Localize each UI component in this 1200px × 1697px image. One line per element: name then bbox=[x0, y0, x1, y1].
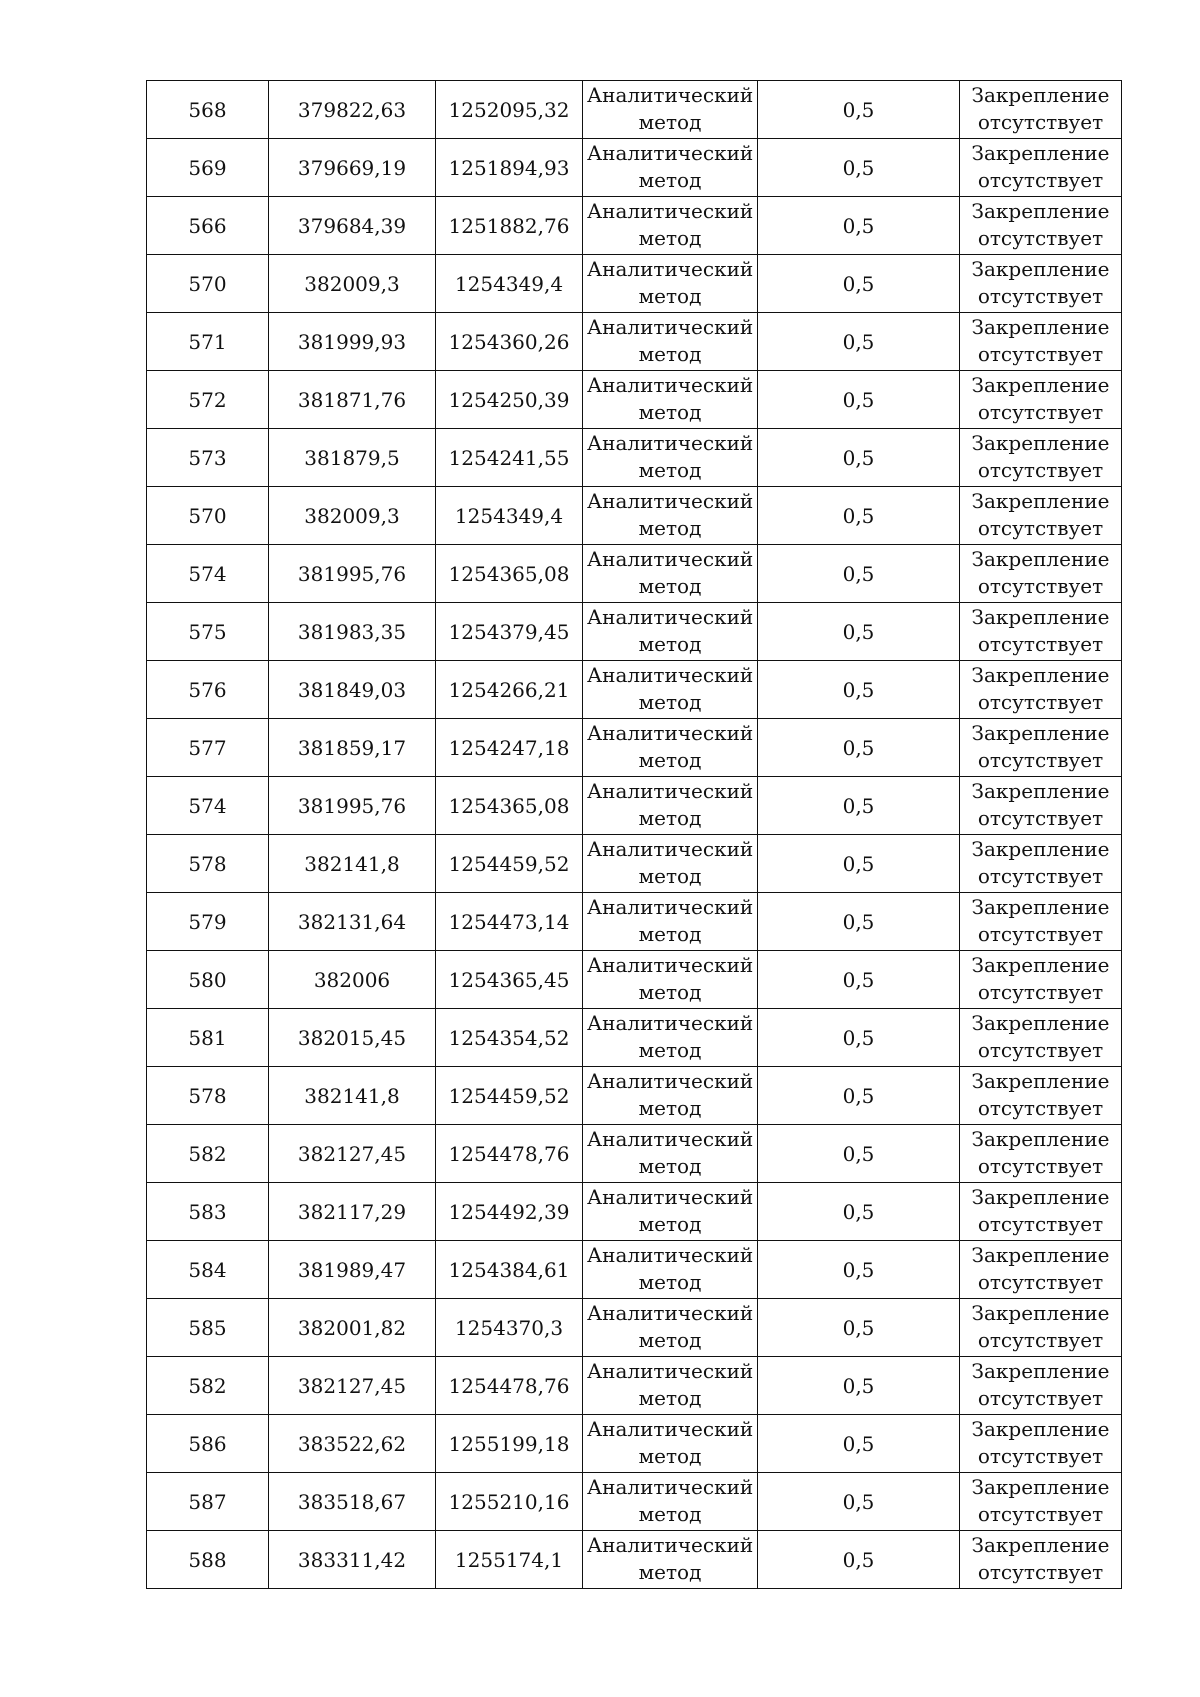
table-body bbox=[147, 81, 1122, 1589]
y-coordinate-cell: 1251894,93 bbox=[436, 139, 583, 197]
method-cell bbox=[583, 1009, 758, 1067]
method-text-line: метод bbox=[638, 1212, 702, 1236]
fixing-cell bbox=[960, 371, 1122, 429]
accuracy-cell: 0,5 bbox=[758, 603, 960, 661]
point-number-cell: 582 bbox=[147, 1125, 269, 1183]
fixing-text-line: отсутствует bbox=[977, 748, 1104, 772]
fixing-cell bbox=[960, 545, 1122, 603]
x-coordinate-cell: 382141,8 bbox=[269, 1067, 436, 1125]
x-coordinate-cell: 381879,5 bbox=[269, 429, 436, 487]
y-coordinate-cell: 1254478,76 bbox=[436, 1357, 583, 1415]
point-number-cell: 569 bbox=[147, 139, 269, 197]
method-text-line: метод bbox=[638, 516, 702, 540]
method-text-line: метод bbox=[638, 806, 702, 830]
table-row bbox=[147, 1183, 1122, 1241]
accuracy-cell: 0,5 bbox=[758, 951, 960, 1009]
fixing-cell bbox=[960, 893, 1122, 951]
y-coordinate-cell: 1254492,39 bbox=[436, 1183, 583, 1241]
y-coordinate-cell: 1254478,76 bbox=[436, 1125, 583, 1183]
y-coordinate-cell: 1254370,3 bbox=[436, 1299, 583, 1357]
method-text-line: Аналитический bbox=[587, 605, 754, 629]
fixing-text-line: Закрепление bbox=[971, 1417, 1110, 1441]
x-coordinate-cell: 382117,29 bbox=[269, 1183, 436, 1241]
method-cell bbox=[583, 1067, 758, 1125]
y-coordinate-cell: 1254384,61 bbox=[436, 1241, 583, 1299]
x-coordinate-cell: 382006 bbox=[269, 951, 436, 1009]
fixing-text-line: Закрепление bbox=[971, 1127, 1110, 1151]
accuracy-cell: 0,5 bbox=[758, 719, 960, 777]
table-row bbox=[147, 777, 1122, 835]
fixing-cell bbox=[960, 1357, 1122, 1415]
fixing-cell bbox=[960, 603, 1122, 661]
method-cell bbox=[583, 951, 758, 1009]
point-number-cell: 572 bbox=[147, 371, 269, 429]
accuracy-cell: 0,5 bbox=[758, 371, 960, 429]
method-text-line: Аналитический bbox=[587, 1359, 754, 1383]
table-row bbox=[147, 429, 1122, 487]
accuracy-cell: 0,5 bbox=[758, 1531, 960, 1589]
point-number-cell: 588 bbox=[147, 1531, 269, 1589]
y-coordinate-cell: 1255199,18 bbox=[436, 1415, 583, 1473]
y-coordinate-cell: 1254354,52 bbox=[436, 1009, 583, 1067]
point-number-cell: 566 bbox=[147, 197, 269, 255]
method-text-line: метод bbox=[638, 632, 702, 656]
x-coordinate-cell: 382127,45 bbox=[269, 1357, 436, 1415]
accuracy-cell: 0,5 bbox=[758, 835, 960, 893]
method-text-line: метод bbox=[638, 458, 702, 482]
x-coordinate-cell: 383311,42 bbox=[269, 1531, 436, 1589]
method-text-line: метод bbox=[638, 1154, 702, 1178]
method-cell bbox=[583, 1473, 758, 1531]
fixing-text-line: Закрепление bbox=[971, 779, 1110, 803]
method-text-line: метод bbox=[638, 574, 702, 598]
fixing-text-line: Закрепление bbox=[971, 1185, 1110, 1209]
method-cell bbox=[583, 777, 758, 835]
y-coordinate-cell: 1254241,55 bbox=[436, 429, 583, 487]
y-coordinate-cell: 1254250,39 bbox=[436, 371, 583, 429]
method-text-line: метод bbox=[638, 284, 702, 308]
point-number-cell: 574 bbox=[147, 777, 269, 835]
accuracy-cell: 0,5 bbox=[758, 1473, 960, 1531]
table-row bbox=[147, 1473, 1122, 1531]
accuracy-cell: 0,5 bbox=[758, 777, 960, 835]
table-row bbox=[147, 1067, 1122, 1125]
point-number-cell: 582 bbox=[147, 1357, 269, 1415]
table-row bbox=[147, 313, 1122, 371]
table-row bbox=[147, 1299, 1122, 1357]
fixing-cell bbox=[960, 661, 1122, 719]
method-text-line: метод bbox=[638, 748, 702, 772]
method-text-line: Аналитический bbox=[587, 257, 754, 281]
fixing-text-line: Закрепление bbox=[971, 547, 1110, 571]
method-cell bbox=[583, 661, 758, 719]
fixing-text-line: Закрепление bbox=[971, 605, 1110, 629]
fixing-text-line: отсутствует bbox=[977, 516, 1104, 540]
fixing-text-line: Закрепление bbox=[971, 1069, 1110, 1093]
point-number-cell: 570 bbox=[147, 487, 269, 545]
x-coordinate-cell: 381849,03 bbox=[269, 661, 436, 719]
fixing-text-line: Закрепление bbox=[971, 1475, 1110, 1499]
fixing-text-line: Закрепление bbox=[971, 721, 1110, 745]
point-number-cell: 570 bbox=[147, 255, 269, 313]
method-text-line: Аналитический bbox=[587, 1301, 754, 1325]
table-row bbox=[147, 603, 1122, 661]
x-coordinate-cell: 383518,67 bbox=[269, 1473, 436, 1531]
method-text-line: Аналитический bbox=[587, 431, 754, 455]
fixing-text-line: отсутствует bbox=[977, 1502, 1104, 1526]
accuracy-cell: 0,5 bbox=[758, 1299, 960, 1357]
table-row bbox=[147, 197, 1122, 255]
fixing-text-line: отсутствует bbox=[977, 922, 1104, 946]
fixing-cell bbox=[960, 1009, 1122, 1067]
fixing-text-line: отсутствует bbox=[977, 690, 1104, 714]
y-coordinate-cell: 1255210,16 bbox=[436, 1473, 583, 1531]
fixing-text-line: отсутствует bbox=[977, 284, 1104, 308]
method-cell bbox=[583, 1183, 758, 1241]
coordinates-table bbox=[146, 80, 1122, 1589]
y-coordinate-cell: 1252095,32 bbox=[436, 81, 583, 139]
fixing-text-line: отсутствует bbox=[977, 1212, 1104, 1236]
method-cell bbox=[583, 197, 758, 255]
accuracy-cell: 0,5 bbox=[758, 1415, 960, 1473]
fixing-text-line: отсутствует bbox=[977, 1154, 1104, 1178]
fixing-text-line: отсутствует bbox=[977, 342, 1104, 366]
method-text-line: метод bbox=[638, 1444, 702, 1468]
method-text-line: Аналитический bbox=[587, 315, 754, 339]
method-text-line: метод bbox=[638, 1270, 702, 1294]
accuracy-cell: 0,5 bbox=[758, 313, 960, 371]
fixing-text-line: Закрепление bbox=[971, 953, 1110, 977]
method-text-line: Аналитический bbox=[587, 895, 754, 919]
method-text-line: Аналитический bbox=[587, 953, 754, 977]
fixing-text-line: отсутствует bbox=[977, 1444, 1104, 1468]
y-coordinate-cell: 1254349,4 bbox=[436, 255, 583, 313]
x-coordinate-cell: 379669,19 bbox=[269, 139, 436, 197]
table-row bbox=[147, 893, 1122, 951]
fixing-text-line: отсутствует bbox=[977, 1038, 1104, 1062]
table-row bbox=[147, 545, 1122, 603]
fixing-cell bbox=[960, 429, 1122, 487]
point-number-cell: 571 bbox=[147, 313, 269, 371]
fixing-text-line: отсутствует bbox=[977, 1386, 1104, 1410]
method-text-line: Аналитический bbox=[587, 199, 754, 223]
method-cell bbox=[583, 835, 758, 893]
table-row bbox=[147, 661, 1122, 719]
method-text-line: Аналитический bbox=[587, 141, 754, 165]
x-coordinate-cell: 381859,17 bbox=[269, 719, 436, 777]
x-coordinate-cell: 382127,45 bbox=[269, 1125, 436, 1183]
fixing-text-line: Закрепление bbox=[971, 895, 1110, 919]
x-coordinate-cell: 382009,3 bbox=[269, 255, 436, 313]
point-number-cell: 578 bbox=[147, 835, 269, 893]
y-coordinate-cell: 1254379,45 bbox=[436, 603, 583, 661]
method-text-line: Аналитический bbox=[587, 1127, 754, 1151]
method-text-line: Аналитический bbox=[587, 547, 754, 571]
table-row bbox=[147, 1241, 1122, 1299]
y-coordinate-cell: 1251882,76 bbox=[436, 197, 583, 255]
fixing-text-line: отсутствует bbox=[977, 806, 1104, 830]
table-row bbox=[147, 951, 1122, 1009]
method-text-line: метод bbox=[638, 690, 702, 714]
method-text-line: Аналитический bbox=[587, 1475, 754, 1499]
y-coordinate-cell: 1254266,21 bbox=[436, 661, 583, 719]
fixing-cell bbox=[960, 1299, 1122, 1357]
x-coordinate-cell: 381989,47 bbox=[269, 1241, 436, 1299]
fixing-text-line: отсутствует bbox=[977, 632, 1104, 656]
method-text-line: метод bbox=[638, 1560, 702, 1584]
accuracy-cell: 0,5 bbox=[758, 197, 960, 255]
method-text-line: метод bbox=[638, 400, 702, 424]
method-text-line: Аналитический bbox=[587, 489, 754, 513]
fixing-text-line: Закрепление bbox=[971, 431, 1110, 455]
fixing-text-line: Закрепление bbox=[971, 141, 1110, 165]
y-coordinate-cell: 1254247,18 bbox=[436, 719, 583, 777]
method-text-line: Аналитический bbox=[587, 83, 754, 107]
x-coordinate-cell: 379822,63 bbox=[269, 81, 436, 139]
fixing-cell bbox=[960, 835, 1122, 893]
x-coordinate-cell: 381983,35 bbox=[269, 603, 436, 661]
x-coordinate-cell: 383522,62 bbox=[269, 1415, 436, 1473]
accuracy-cell: 0,5 bbox=[758, 487, 960, 545]
point-number-cell: 586 bbox=[147, 1415, 269, 1473]
table-row bbox=[147, 255, 1122, 313]
table-row bbox=[147, 1531, 1122, 1589]
method-text-line: Аналитический bbox=[587, 1417, 754, 1441]
method-cell bbox=[583, 719, 758, 777]
y-coordinate-cell: 1254365,08 bbox=[436, 777, 583, 835]
method-text-line: Аналитический bbox=[587, 1011, 754, 1035]
accuracy-cell: 0,5 bbox=[758, 1357, 960, 1415]
x-coordinate-cell: 382009,3 bbox=[269, 487, 436, 545]
x-coordinate-cell: 381871,76 bbox=[269, 371, 436, 429]
table-row bbox=[147, 139, 1122, 197]
point-number-cell: 587 bbox=[147, 1473, 269, 1531]
point-number-cell: 574 bbox=[147, 545, 269, 603]
fixing-text-line: отсутствует bbox=[977, 980, 1104, 1004]
accuracy-cell: 0,5 bbox=[758, 81, 960, 139]
method-text-line: метод bbox=[638, 980, 702, 1004]
fixing-cell bbox=[960, 719, 1122, 777]
x-coordinate-cell: 381995,76 bbox=[269, 545, 436, 603]
fixing-text-line: отсутствует bbox=[977, 1096, 1104, 1120]
accuracy-cell: 0,5 bbox=[758, 1067, 960, 1125]
method-text-line: метод bbox=[638, 864, 702, 888]
fixing-text-line: отсутствует bbox=[977, 574, 1104, 598]
fixing-cell bbox=[960, 255, 1122, 313]
y-coordinate-cell: 1255174,1 bbox=[436, 1531, 583, 1589]
method-text-line: Аналитический bbox=[587, 721, 754, 745]
x-coordinate-cell: 381995,76 bbox=[269, 777, 436, 835]
table-row bbox=[147, 487, 1122, 545]
table-row bbox=[147, 371, 1122, 429]
method-text-line: метод bbox=[638, 922, 702, 946]
method-text-line: Аналитический bbox=[587, 1533, 754, 1557]
method-cell bbox=[583, 429, 758, 487]
fixing-cell bbox=[960, 1415, 1122, 1473]
fixing-text-line: отсутствует bbox=[977, 1560, 1104, 1584]
accuracy-cell: 0,5 bbox=[758, 255, 960, 313]
fixing-cell bbox=[960, 777, 1122, 835]
method-text-line: Аналитический bbox=[587, 779, 754, 803]
point-number-cell: 581 bbox=[147, 1009, 269, 1067]
point-number-cell: 585 bbox=[147, 1299, 269, 1357]
y-coordinate-cell: 1254365,08 bbox=[436, 545, 583, 603]
method-text-line: метод bbox=[638, 226, 702, 250]
fixing-cell bbox=[960, 1531, 1122, 1589]
point-number-cell: 573 bbox=[147, 429, 269, 487]
fixing-text-line: Закрепление bbox=[971, 1011, 1110, 1035]
fixing-text-line: Закрепление bbox=[971, 83, 1110, 107]
accuracy-cell: 0,5 bbox=[758, 1009, 960, 1067]
fixing-cell bbox=[960, 1125, 1122, 1183]
method-text-line: Аналитический bbox=[587, 837, 754, 861]
x-coordinate-cell: 381999,93 bbox=[269, 313, 436, 371]
table-row bbox=[147, 1357, 1122, 1415]
method-cell bbox=[583, 371, 758, 429]
method-text-line: метод bbox=[638, 1386, 702, 1410]
table-row bbox=[147, 719, 1122, 777]
fixing-cell bbox=[960, 487, 1122, 545]
accuracy-cell: 0,5 bbox=[758, 1183, 960, 1241]
method-cell bbox=[583, 603, 758, 661]
x-coordinate-cell: 382131,64 bbox=[269, 893, 436, 951]
fixing-text-line: Закрепление bbox=[971, 837, 1110, 861]
y-coordinate-cell: 1254459,52 bbox=[436, 1067, 583, 1125]
method-cell bbox=[583, 1357, 758, 1415]
fixing-text-line: отсутствует bbox=[977, 168, 1104, 192]
fixing-text-line: Закрепление bbox=[971, 489, 1110, 513]
accuracy-cell: 0,5 bbox=[758, 545, 960, 603]
table-row bbox=[147, 81, 1122, 139]
fixing-cell bbox=[960, 1241, 1122, 1299]
point-number-cell: 577 bbox=[147, 719, 269, 777]
fixing-cell bbox=[960, 951, 1122, 1009]
method-text-line: Аналитический bbox=[587, 373, 754, 397]
method-cell bbox=[583, 1415, 758, 1473]
x-coordinate-cell: 382001,82 bbox=[269, 1299, 436, 1357]
method-cell bbox=[583, 487, 758, 545]
fixing-text-line: отсутствует bbox=[977, 400, 1104, 424]
x-coordinate-cell: 379684,39 bbox=[269, 197, 436, 255]
method-cell bbox=[583, 313, 758, 371]
fixing-text-line: Закрепление bbox=[971, 257, 1110, 281]
fixing-text-line: Закрепление bbox=[971, 373, 1110, 397]
method-text-line: метод bbox=[638, 1038, 702, 1062]
method-text-line: Аналитический bbox=[587, 1069, 754, 1093]
accuracy-cell: 0,5 bbox=[758, 429, 960, 487]
fixing-text-line: отсутствует bbox=[977, 458, 1104, 482]
accuracy-cell: 0,5 bbox=[758, 139, 960, 197]
fixing-text-line: Закрепление bbox=[971, 199, 1110, 223]
table-row bbox=[147, 1009, 1122, 1067]
point-number-cell: 584 bbox=[147, 1241, 269, 1299]
fixing-cell bbox=[960, 1473, 1122, 1531]
method-cell bbox=[583, 81, 758, 139]
fixing-cell bbox=[960, 313, 1122, 371]
accuracy-cell: 0,5 bbox=[758, 1125, 960, 1183]
fixing-cell bbox=[960, 81, 1122, 139]
fixing-cell bbox=[960, 197, 1122, 255]
point-number-cell: 578 bbox=[147, 1067, 269, 1125]
fixing-text-line: отсутствует bbox=[977, 226, 1104, 250]
method-cell bbox=[583, 139, 758, 197]
y-coordinate-cell: 1254360,26 bbox=[436, 313, 583, 371]
fixing-text-line: отсутствует bbox=[977, 110, 1104, 134]
fixing-text-line: отсутствует bbox=[977, 1270, 1104, 1294]
method-text-line: метод bbox=[638, 168, 702, 192]
method-cell bbox=[583, 1531, 758, 1589]
x-coordinate-cell: 382015,45 bbox=[269, 1009, 436, 1067]
accuracy-cell: 0,5 bbox=[758, 1241, 960, 1299]
method-cell bbox=[583, 1299, 758, 1357]
table-row bbox=[147, 1415, 1122, 1473]
fixing-text-line: Закрепление bbox=[971, 1359, 1110, 1383]
point-number-cell: 583 bbox=[147, 1183, 269, 1241]
method-cell bbox=[583, 1125, 758, 1183]
method-text-line: Аналитический bbox=[587, 663, 754, 687]
point-number-cell: 579 bbox=[147, 893, 269, 951]
table-row bbox=[147, 835, 1122, 893]
accuracy-cell: 0,5 bbox=[758, 893, 960, 951]
point-number-cell: 580 bbox=[147, 951, 269, 1009]
method-text-line: Аналитический bbox=[587, 1185, 754, 1209]
method-cell bbox=[583, 255, 758, 313]
fixing-text-line: отсутствует bbox=[977, 1328, 1104, 1352]
fixing-text-line: Закрепление bbox=[971, 1301, 1110, 1325]
point-number-cell: 568 bbox=[147, 81, 269, 139]
accuracy-cell: 0,5 bbox=[758, 661, 960, 719]
point-number-cell: 576 bbox=[147, 661, 269, 719]
fixing-text-line: Закрепление bbox=[971, 315, 1110, 339]
method-cell bbox=[583, 1241, 758, 1299]
y-coordinate-cell: 1254349,4 bbox=[436, 487, 583, 545]
fixing-text-line: Закрепление bbox=[971, 663, 1110, 687]
method-cell bbox=[583, 545, 758, 603]
y-coordinate-cell: 1254473,14 bbox=[436, 893, 583, 951]
y-coordinate-cell: 1254365,45 bbox=[436, 951, 583, 1009]
method-cell bbox=[583, 893, 758, 951]
method-text-line: Аналитический bbox=[587, 1243, 754, 1267]
method-text-line: метод bbox=[638, 342, 702, 366]
x-coordinate-cell: 382141,8 bbox=[269, 835, 436, 893]
y-coordinate-cell: 1254459,52 bbox=[436, 835, 583, 893]
fixing-cell bbox=[960, 1183, 1122, 1241]
fixing-cell bbox=[960, 1067, 1122, 1125]
fixing-text-line: Закрепление bbox=[971, 1533, 1110, 1557]
fixing-cell bbox=[960, 139, 1122, 197]
method-text-line: метод bbox=[638, 1328, 702, 1352]
method-text-line: метод bbox=[638, 1502, 702, 1526]
method-text-line: метод bbox=[638, 1096, 702, 1120]
fixing-text-line: отсутствует bbox=[977, 864, 1104, 888]
fixing-text-line: Закрепление bbox=[971, 1243, 1110, 1267]
table-row bbox=[147, 1125, 1122, 1183]
point-number-cell: 575 bbox=[147, 603, 269, 661]
method-text-line: метод bbox=[638, 110, 702, 134]
